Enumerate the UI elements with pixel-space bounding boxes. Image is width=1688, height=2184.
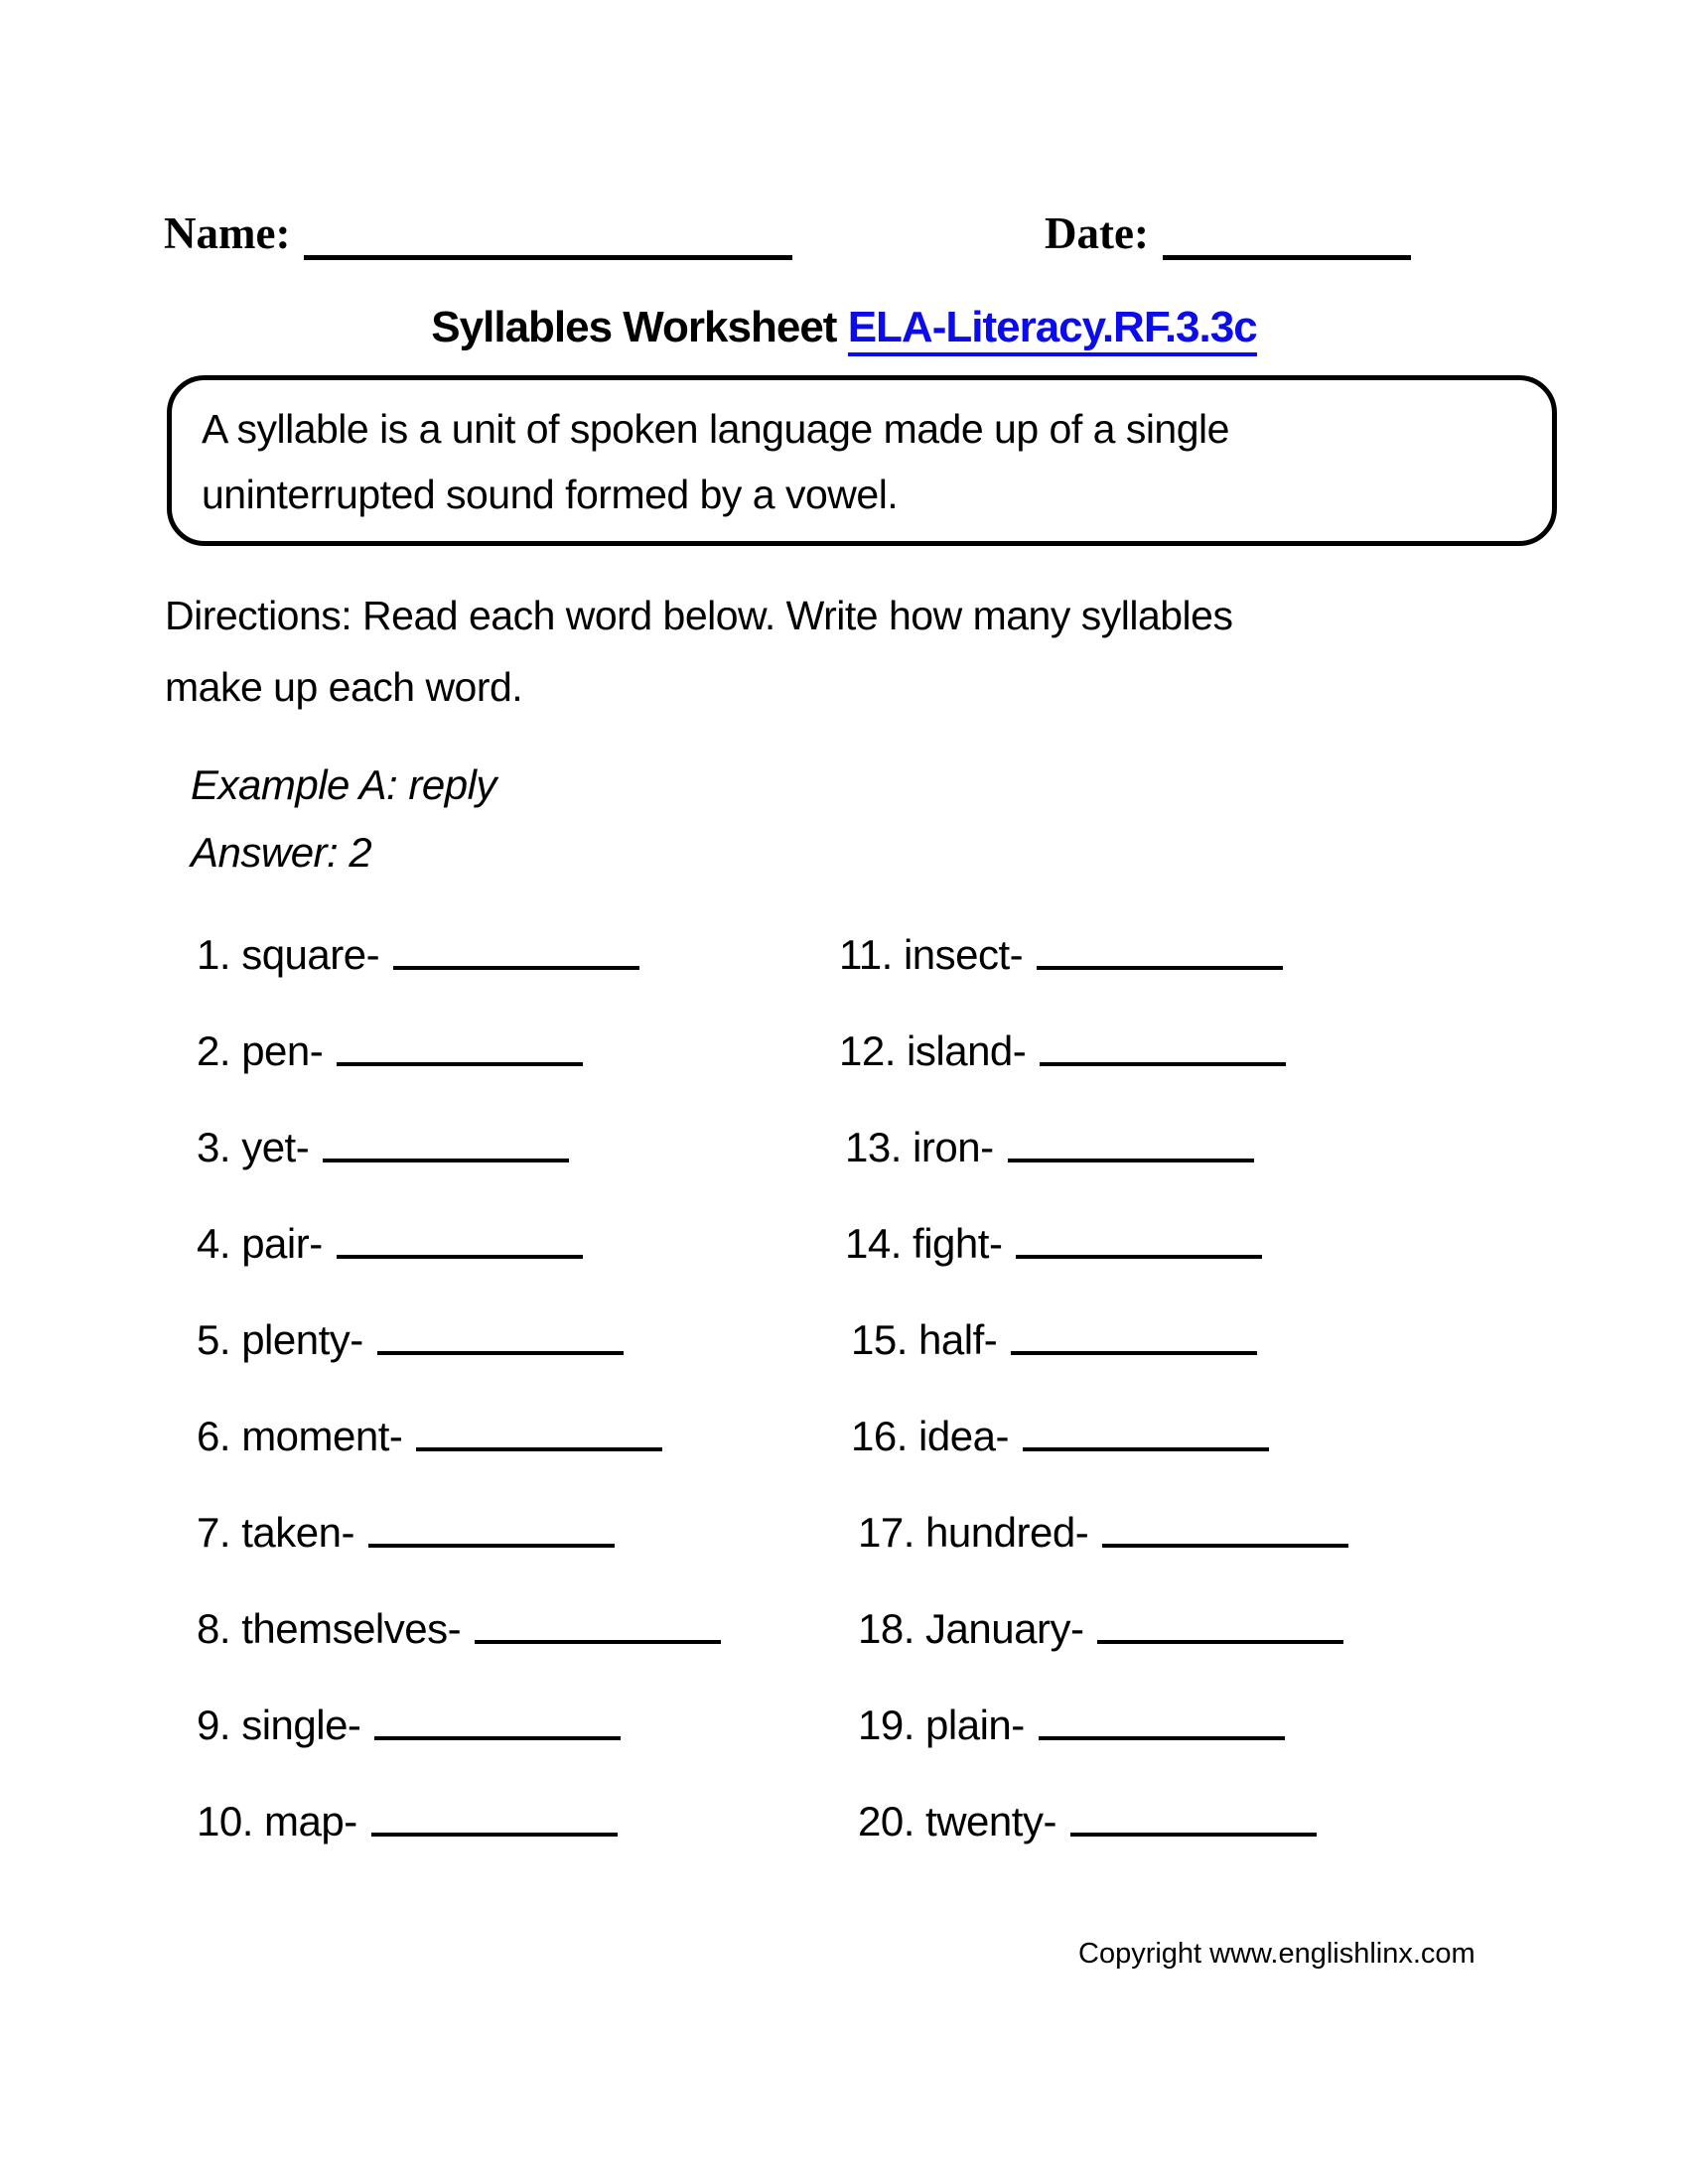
item-word: 8. themselves- — [197, 1604, 462, 1652]
answer-blank — [337, 1255, 583, 1259]
item-word: 17. hundred- — [858, 1508, 1089, 1556]
answer-blank — [371, 1833, 618, 1837]
worksheet-item — [839, 1003, 1348, 1099]
answer-blank — [323, 1159, 569, 1162]
item-word: 14. fight- — [845, 1219, 1003, 1267]
directions-line: make up each word. — [165, 664, 523, 710]
example-block — [191, 751, 496, 887]
directions-text — [165, 580, 1232, 723]
worksheet-item — [851, 1388, 1348, 1484]
worksheet-item — [839, 906, 1348, 1003]
answer-blank — [475, 1640, 721, 1644]
name-label: Name: — [164, 208, 291, 258]
item-word: 20. twenty- — [858, 1797, 1056, 1844]
date-label: Date: — [1045, 208, 1149, 258]
answer-blank — [1008, 1159, 1254, 1162]
example-answer: Answer: 2 — [191, 829, 372, 876]
worksheet-item — [197, 1195, 721, 1292]
item-word: 19. plain- — [858, 1701, 1025, 1748]
date-blank-line — [1163, 255, 1411, 260]
item-word: 6. moment- — [197, 1412, 403, 1459]
item-word: 10. map- — [197, 1797, 357, 1844]
answer-blank — [416, 1447, 662, 1451]
item-word: 13. iron- — [845, 1123, 994, 1170]
page-title — [0, 301, 1688, 354]
example-prompt: Example A: reply — [191, 761, 496, 808]
directions-line: Directions: Read each word below. Write how many syllables — [165, 593, 1233, 638]
worksheet-item — [851, 1292, 1348, 1388]
worksheet-item — [197, 906, 721, 1003]
item-word: 5. plenty- — [197, 1315, 363, 1363]
definition-box — [167, 375, 1557, 546]
name-field — [164, 205, 792, 262]
item-word: 16. idea- — [851, 1412, 1009, 1459]
answer-blank — [337, 1062, 583, 1066]
answer-blank — [1037, 966, 1283, 970]
answer-blank — [377, 1351, 624, 1355]
item-word: 15. half- — [851, 1315, 998, 1363]
worksheet-item — [845, 1099, 1348, 1195]
name-blank-line — [304, 255, 792, 260]
answer-blank — [1016, 1255, 1262, 1259]
items-column-left — [197, 906, 721, 1869]
worksheet-item — [197, 1388, 721, 1484]
answer-blank — [1102, 1544, 1348, 1548]
item-word: 12. island- — [839, 1026, 1027, 1074]
answer-blank — [393, 966, 639, 970]
title-text: Syllables Worksheet — [431, 303, 837, 351]
answer-blank — [1097, 1640, 1343, 1644]
items-column-right — [839, 906, 1348, 1869]
answer-blank — [1040, 1062, 1286, 1066]
copyright-text: Copyright www.englishlinx.com — [1078, 1938, 1476, 1970]
item-word: 11. insect- — [839, 930, 1024, 978]
worksheet-item — [197, 1003, 721, 1099]
item-word: 9. single- — [197, 1701, 361, 1748]
worksheet-item — [858, 1580, 1348, 1677]
definition-line: uninterrupted sound formed by a vowel. — [202, 472, 899, 517]
worksheet-item — [845, 1195, 1348, 1292]
worksheet-item — [197, 1099, 721, 1195]
item-word: 1. square- — [197, 930, 380, 978]
answer-blank — [1023, 1447, 1269, 1451]
worksheet-item — [197, 1773, 721, 1869]
item-word: 4. pair- — [197, 1219, 323, 1267]
item-word: 2. pen- — [197, 1026, 324, 1074]
worksheet-item — [858, 1677, 1348, 1773]
title-standard-link[interactable]: ELA-Literacy.RF.3.3c — [848, 303, 1257, 356]
item-word: 3. yet- — [197, 1123, 310, 1170]
worksheet-item — [858, 1773, 1348, 1869]
worksheet-item — [858, 1484, 1348, 1580]
answer-blank — [374, 1736, 621, 1740]
date-field — [1045, 205, 1411, 262]
worksheet-item — [197, 1292, 721, 1388]
definition-line: A syllable is a unit of spoken language made up of a single — [202, 406, 1229, 452]
item-word: 18. January- — [858, 1604, 1084, 1652]
answer-blank — [1039, 1736, 1285, 1740]
answer-blank — [368, 1544, 615, 1548]
answer-blank — [1070, 1833, 1317, 1837]
worksheet-item — [197, 1580, 721, 1677]
worksheet-item — [197, 1677, 721, 1773]
worksheet-item — [197, 1484, 721, 1580]
item-word: 7. taken- — [197, 1508, 354, 1556]
answer-blank — [1011, 1351, 1257, 1355]
